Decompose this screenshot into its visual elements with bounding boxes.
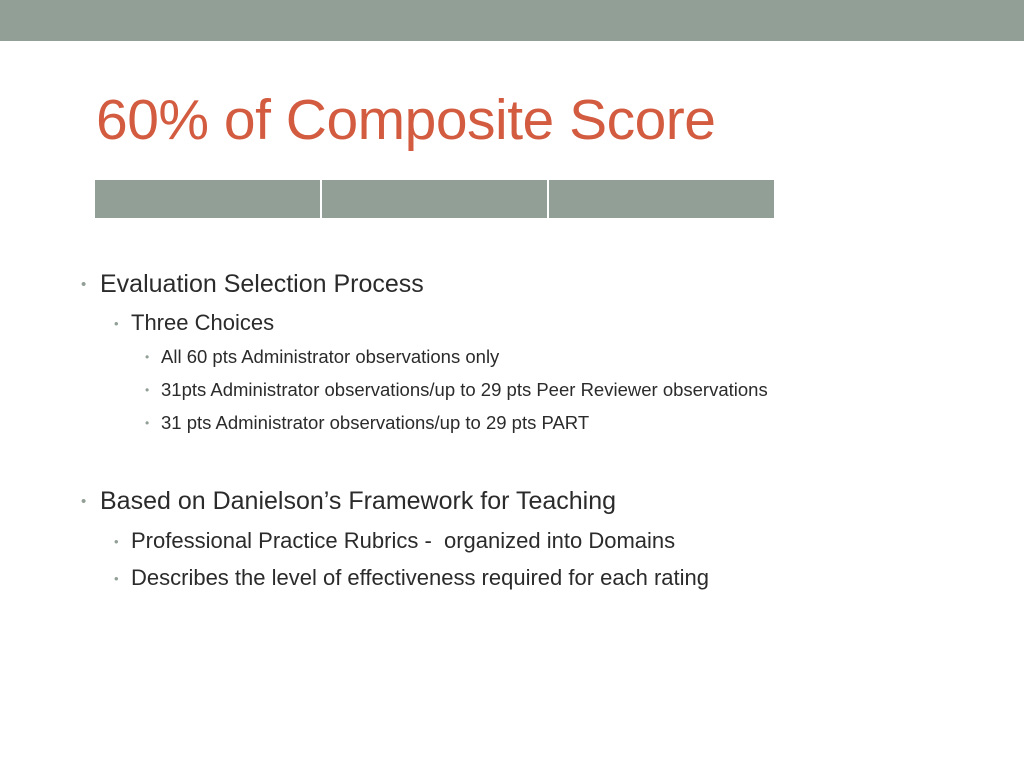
bullet-text: Evaluation Selection Process (100, 270, 424, 298)
bullet-choice-2 (145, 379, 768, 400)
bullet-text: 31 pts Administrator observations/up to 29 pts PART (161, 412, 590, 433)
bullet-dot-icon: • (81, 493, 87, 510)
bullet-danielson-framework (81, 487, 617, 515)
bullet-professional-practice-rubrics (114, 528, 676, 553)
bullet-dot-icon: • (114, 571, 119, 586)
bullet-three-choices (114, 310, 275, 335)
top-band (0, 0, 1024, 41)
bullet-text: Professional Practice Rubrics - organized into Domains (131, 528, 676, 553)
slide-title: 60% of Composite Score (96, 88, 716, 152)
header-table-cell-2 (322, 180, 547, 218)
bullet-text: Based on Danielson’s Framework for Teaching (100, 487, 617, 515)
bullet-dot-icon: • (145, 383, 150, 397)
header-table (95, 180, 774, 218)
bullet-dot-icon: • (114, 534, 119, 549)
bullet-dot-icon: • (145, 350, 150, 364)
bullet-choice-3 (145, 412, 590, 433)
bullet-text: Describes the level of effectiveness required for each rating (131, 565, 710, 590)
bullet-text: 31pts Administrator observations/up to 29 pts Peer Reviewer observations (161, 379, 768, 400)
bullet-dot-icon: • (81, 276, 87, 293)
bullet-choice-1 (145, 346, 500, 367)
bullet-dot-icon: • (114, 316, 119, 331)
bullet-text: Three Choices (131, 310, 275, 335)
bullet-dot-icon: • (145, 416, 150, 430)
header-table-cell-3 (549, 180, 774, 218)
bullet-effectiveness-levels (114, 565, 710, 590)
header-table-cell-1 (95, 180, 320, 218)
bullet-text: All 60 pts Administrator observations only (161, 346, 500, 367)
bullet-evaluation-selection-process (81, 270, 424, 298)
